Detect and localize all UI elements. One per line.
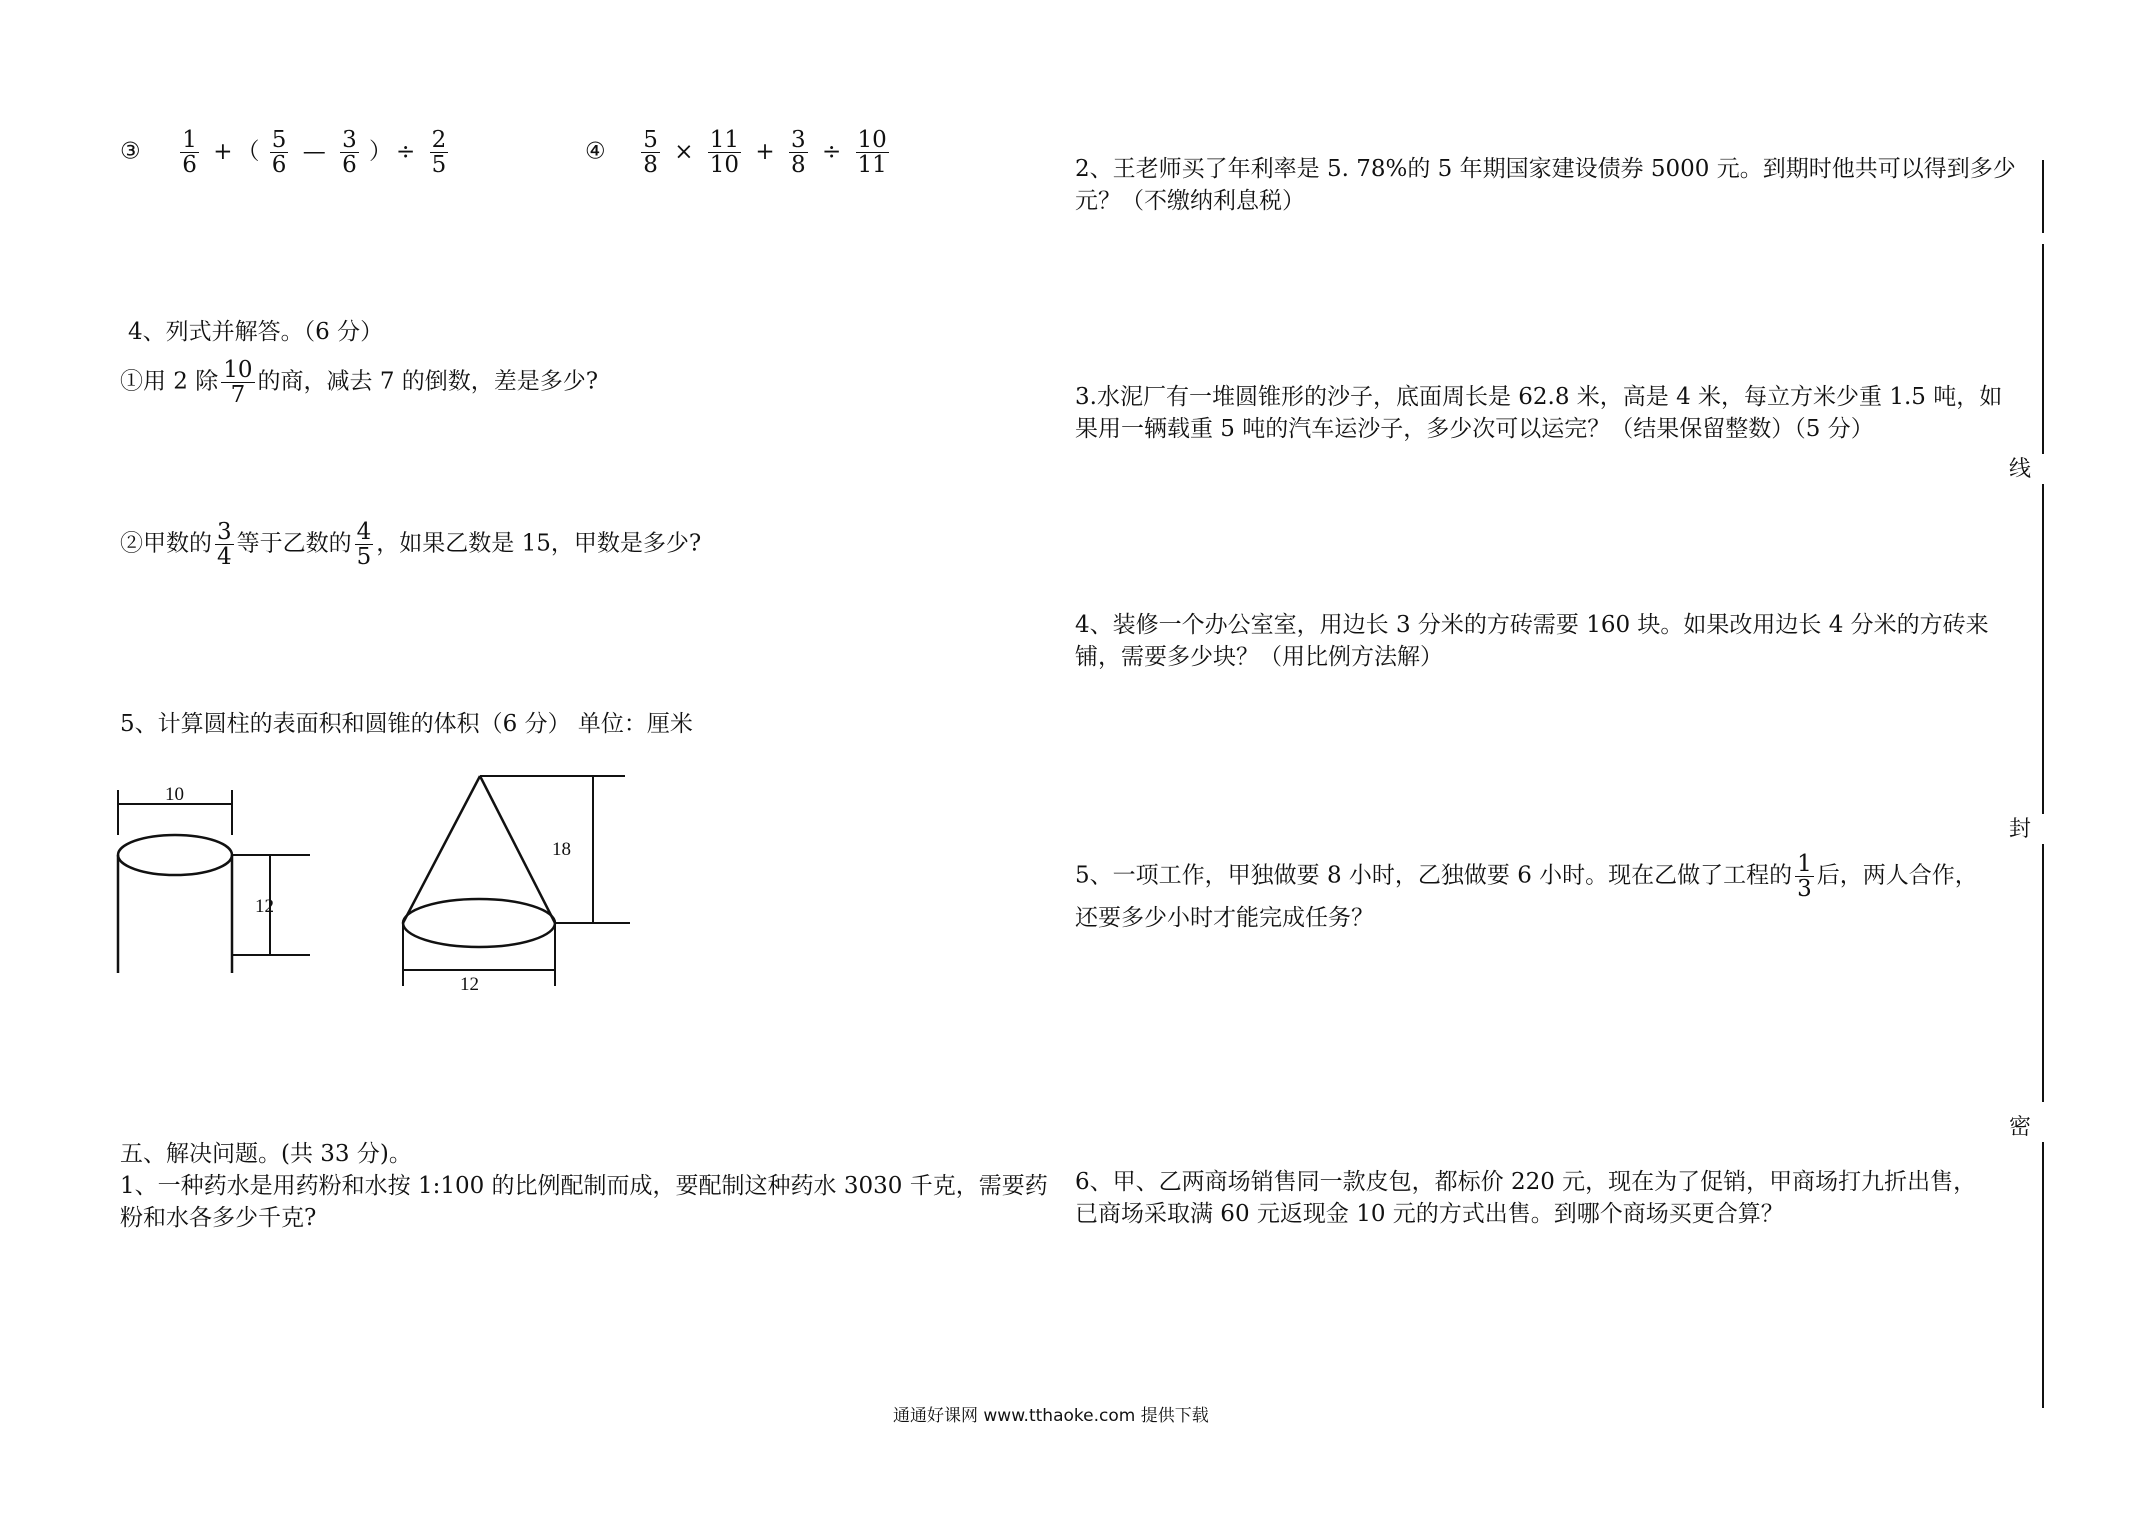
problem-3-line-2: 果用一辆载重 5 吨的汽车运沙子，多少次可以运完？（结果保留整数）（5 分）: [1075, 416, 1874, 442]
problem-1-line-2: 粉和水各多少千克?: [120, 1205, 317, 1231]
margin-rule-top: [2042, 160, 2044, 233]
fraction: $\frac{2}{5}$: [431, 127, 447, 179]
problem-1-line-1: 1、一种药水是用药粉和水按 1:100 的比例配制而成，要配制这种药水 3030 千克，需要药: [120, 1173, 1048, 1199]
section-5-heading: 5、计算圆柱的表面积和圆锥的体积（6 分） 单位：厘米: [120, 711, 693, 737]
cone-figure: [395, 768, 645, 998]
problem-4-line-1: 4、装修一个办公室室，用边长 3 分米的方砖需要 160 块。如果改用边长 4 分米的方砖来: [1075, 612, 1989, 638]
margin-label-xian: 线: [2009, 457, 2032, 482]
part-five-heading: 五、解决问题。(共 33 分)。: [120, 1141, 412, 1167]
fraction: $\frac{1}{3}$: [1797, 851, 1812, 903]
fraction: $\frac{11}{10}$: [709, 127, 740, 179]
cylinder-figure: [105, 780, 325, 980]
margin-rule: [2042, 844, 2044, 1102]
calc-item-3: ③ $\frac{1}{6}$ + （ $\frac{5}{6}$ — $\frac{3}{6}$ ） ÷ $\frac{2}{5}$: [120, 127, 447, 179]
fraction: $\frac{3}{8}$: [790, 127, 806, 179]
cone-height-label: 18: [552, 839, 571, 860]
cylinder-diameter-label: 10: [165, 784, 184, 805]
problem-5-line-1: 5、一项工作，甲独做要 8 小时，乙独做要 6 小时。现在乙做了工程的 $\frac{1}{3}$ 后，两人合作，: [1075, 851, 1978, 903]
fraction: $\frac{5}{8}$: [643, 127, 658, 179]
question-4-2: ②甲数的 $\frac{3}{4}$ 等于乙数的 $\frac{4}{5}$ ，如果乙数是 15，甲数是多少?: [120, 519, 702, 571]
margin-label-mi: 密: [2009, 1115, 2032, 1140]
fraction: $\frac{5}{6}$: [271, 127, 287, 179]
fraction: $\frac{4}{5}$: [356, 519, 372, 571]
margin-rule: [2042, 1142, 2044, 1408]
problem-2-line-1: 2、王老师买了年利率是 5. 78%的 5 年期国家建设债券 5000 元。到期时他共可以得到多少: [1075, 156, 2016, 182]
problem-2-line-2: 元？（不缴纳利息税）: [1075, 188, 1305, 214]
problem-6-line-2: 已商场采取满 60 元返现金 10 元的方式出售。到哪个商场买更合算？: [1075, 1201, 1784, 1227]
problem-5-line-2: 还要多少小时才能完成任务？: [1075, 905, 1374, 931]
fraction: $\frac{3}{6}$: [342, 127, 357, 179]
problem-6-line-1: 6、甲、乙两商场销售同一款皮包，都标价 220 元，现在为了促销，甲商场打九折出售，: [1075, 1169, 1977, 1195]
margin-label-feng: 封: [2009, 817, 2032, 842]
question-4-1: ①用 2 除 $\frac{10}{7}$ 的商，减去 7 的倒数，差是多少?: [120, 357, 599, 409]
fraction: $\frac{3}{4}$: [217, 519, 232, 571]
calc-item-4: ④ $\frac{5}{8}$ × $\frac{11}{10}$ + $\frac{3}{8}$ ÷ $\frac{10}{11}$: [585, 127, 887, 179]
fraction: $\frac{10}{7}$: [223, 357, 253, 409]
item-marker: ③: [120, 138, 141, 165]
fraction: $\frac{1}{6}$: [182, 127, 197, 179]
margin-rule: [2042, 244, 2044, 454]
problem-4-line-2: 铺，需要多少块？（用比例方法解）: [1075, 644, 1443, 670]
cylinder-height-label: 12: [255, 896, 274, 917]
margin-rule: [2042, 484, 2044, 814]
problem-3-line-1: 3.水泥厂有一堆圆锥形的沙子，底面周长是 62.8 米，高是 4 米，每立方米少重 1.5 吨，如: [1075, 384, 2003, 410]
fraction: $\frac{10}{11}$: [857, 127, 887, 179]
cone-diameter-label: 12: [460, 974, 479, 995]
item-marker: ④: [585, 138, 606, 165]
section-4-heading: 4、列式并解答。（6 分）: [128, 319, 384, 345]
page-footer: 通通好课网 www.tthaoke.com 提供下载: [893, 1406, 1209, 1426]
